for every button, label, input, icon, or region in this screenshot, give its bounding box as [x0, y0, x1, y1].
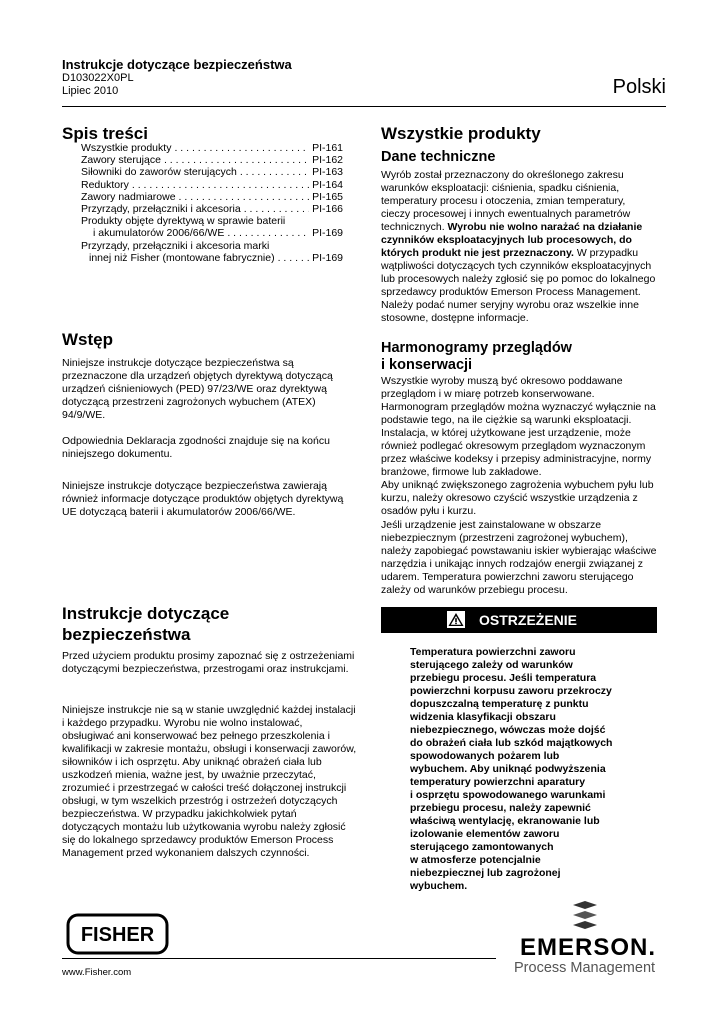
toc-item[interactable]: Przyrządy, przełączniki i akcesoria . . . PI-166	[81, 203, 343, 215]
document-number: D103022X0PL	[62, 72, 134, 84]
svg-text:FISHER: FISHER	[80, 924, 155, 946]
intro-paragraph-2: Odpowiednia Deklaracja zgodności znajduje się na końcu niniejszego dokumentu.	[62, 435, 330, 460]
document-title: Instrukcje dotyczące bezpieczeństwa	[62, 57, 292, 72]
toc-item[interactable]: Produkty objęte dyrektywą w sprawie baterii i akumulatorów 2006/66/WE . . . PI-169	[81, 215, 343, 239]
safety-heading: Instrukcje dotyczące bezpieczeństwa	[62, 604, 230, 644]
toc-item[interactable]: Siłowniki do zaworów sterujących . . . PI-163	[81, 166, 343, 178]
emerson-subtitle: Process Management	[514, 960, 656, 976]
intro-paragraph-3: Niniejsze instrukcje dotyczące bezpieczeństwa zawierają również informacje dotyczące produktów objętych dyrektywą UE dotyczącą baterii i akumulatorów 2006/66/WE.	[62, 480, 344, 518]
footer-divider	[62, 958, 496, 959]
toc-item[interactable]: Zawory sterujące . . . PI-162	[81, 154, 343, 166]
language-label: Polski	[612, 76, 666, 98]
warning-triangle-icon	[447, 611, 465, 628]
warning-text: Temperatura powierzchni zaworu sterującego zależy od warunków przebiegu procesu. Jeśli temperatura powierzchni korpusu zaworu przekroczy dopuszczalną temperaturę z punktu widzenia klasyfikacji obszaru niebezpiecznego, wówczas może dojść do obrażeń ciała lub szkód majątkowych spowodowanych pożarem lub wybuchem. Aby uniknąć podwyższenia temperatury powierzchni aparatury i osprzętu spowodowanego warunkami przebiegu procesu, należy zapewnić właściwą wentylację, ekranowanie lub izolowanie elementów zaworu sterującego zamontowanych w atmosferze potencjalnie niebezpiecznej lub zagrożonej wybuchem.	[410, 646, 613, 892]
maintenance-paragraph-2: Aby uniknąć zwiększonego zagrożenia wybuchem pyłu lub kurzu, należy okresowo czyścić wszystkie urządzenia z osadów pyłu i kurzu.	[381, 479, 654, 517]
safety-paragraph-2: Niniejsze instrukcje nie są w stanie uwzględnić każdej instalacji i każdego przypadku. Wyrobu nie wolno instalować, obsługiwać ani konserwować bez pełnego przeszkolenia i kwalifikacji w zakresie montażu, obsługi i konserwacji zaworów, siłowników i ich osprzętu. Aby uniknąć obrażeń ciała lub uszkodzeń mienia, ważne jest, by uważnie przeczytać, zrozumieć i przestrzegać w całości treść dołączonej instrukcji obsługi, w tym wszelkich przestróg i ostrzeżeń dotyczących bezpieczeństwa. W przypadku jakichkolwiek pytań dotyczących montażu lub użytkowania wyrobu należy zgłosić się do lokalnego sprzedawcy produktów Emerson Process Management przed wykonaniem dalszych czynności.	[62, 704, 357, 859]
technical-data-paragraph: Wyrób został przeznaczony do określonego zakresu warunków eksploatacji: ciśnienia, spadku ciśnienia, temperatury procesu i otoczenia, zmian temperatury, cieczy procesowej i innych ewentualnych parametrów technicznych. Wyrobu nie wolno narażać na działanie czynników eksploatacyjnych lub procesowych, do których produkt nie jest przeznaczony. W przypadku wątpliwości dotyczących tych czynników eksploatacyjnych lub procesowych należy zgłosić się po pomoc do lokalnego sprzedawcy produktów Emerson Process Management. Należy podać numer seryjny wyrobu oraz wszelkie inne stosowne, dostępne informacje.	[381, 169, 656, 324]
toc-item[interactable]: Wszystkie produkty . . . PI-161	[81, 142, 343, 154]
warning-label: OSTRZEŻENIE	[479, 612, 578, 628]
maintenance-paragraph-3: Jeśli urządzenie jest zainstalowane w obszarze niebezpiecznym (przestrzeni zagrożonej wybuchem), należy zapobiegać powstawaniu iskier wybierając właściwe narzędzia i unikając innych rodzajów energii związanej z udarem. Temperatura powierzchni zaworu sterującego zależy od warunków przebiegu procesu.	[381, 519, 657, 596]
intro-paragraph-1: Niniejsze instrukcje dotyczące bezpieczeństwa są przeznaczone dla urządzeń objętych dyrektywą dotyczącą urządzeń ciśnieniowych (PED) 97/23/WE oraz dyrektywą dotyczącą przestrzeni zagrożonych wybuchem (ATEX) 94/9/WE.	[62, 357, 333, 421]
technical-data-heading: Dane techniczne	[381, 149, 496, 165]
emerson-mark-icon	[570, 899, 600, 933]
header-divider	[62, 106, 666, 107]
maintenance-heading: Harmonogramy przeglądów i konserwacji	[381, 340, 572, 373]
maintenance-paragraph-1: Wszystkie wyroby muszą być okresowo poddawane przeglądom i w miarę potrzeb konserwowane. Harmonogram przeglądów można wyznaczyć wyłącznie na podstawie tego, na ile ciężkie są warunki eksploatacji. Instalacja, w której użytkowane jest urządzenie, może również podlegać okresowym przeglądom wyznaczonym przez właściwe kodeksy i przepisy administracyjne, normy branżowe, firmowe lub zakładowe.	[381, 375, 656, 478]
fisher-logo	[66, 913, 169, 955]
toc-item[interactable]: Reduktory . . . PI-164	[81, 179, 343, 191]
warning-banner	[381, 607, 657, 633]
emerson-logo: EMERSON.	[520, 934, 657, 961]
table-of-contents	[81, 142, 343, 264]
products-heading: Wszystkie produkty	[381, 124, 541, 143]
toc-item[interactable]: Zawory nadmiarowe . . . PI-165	[81, 191, 343, 203]
document-date: Lipiec 2010	[62, 85, 119, 97]
document-meta	[62, 72, 134, 98]
toc-item[interactable]: Przyrządy, przełączniki i akcesoria marki innej niż Fisher (montowane fabrycznie) . . . PI-169	[81, 240, 343, 264]
website-link[interactable]: www.Fisher.com	[62, 967, 132, 978]
intro-heading: Wstęp	[62, 330, 113, 349]
safety-paragraph-1: Przed użyciem produktu prosimy zapoznać się z ostrzeżeniami dotyczącymi bezpieczeństwa, przestrogami oraz instrukcjami.	[62, 650, 355, 675]
toc-heading: Spis treści	[62, 124, 148, 143]
